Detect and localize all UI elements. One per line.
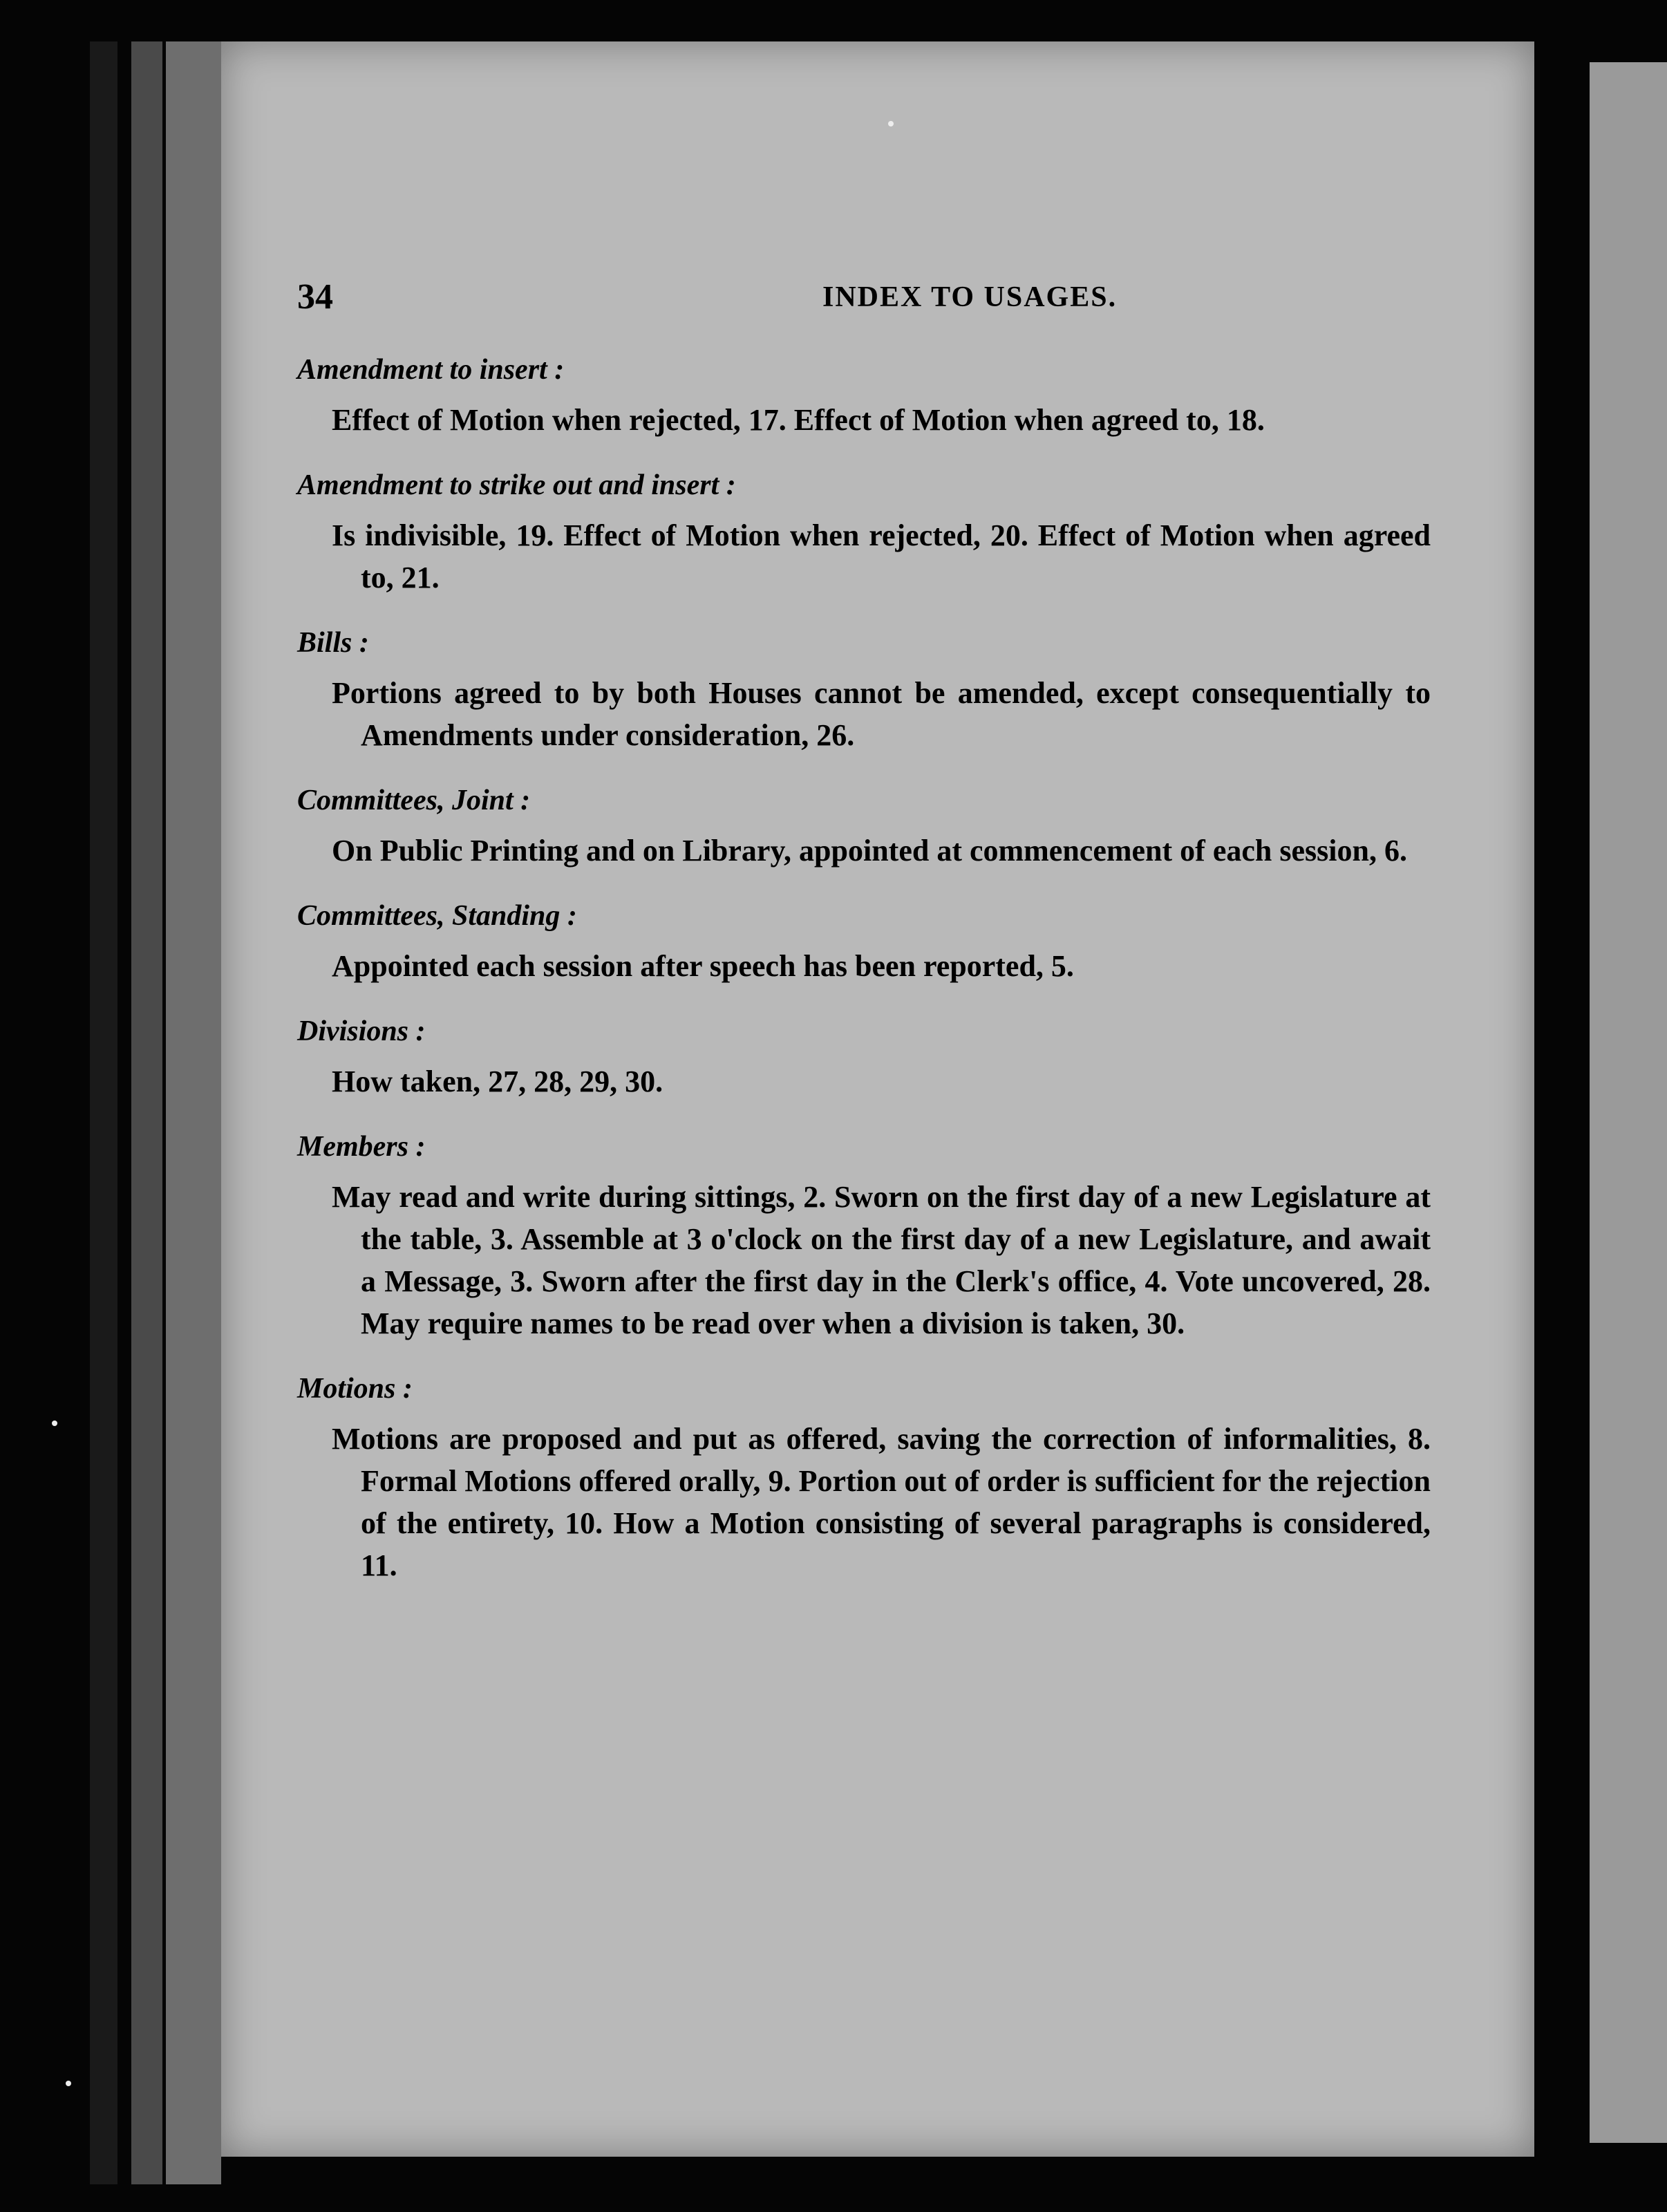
index-entry [297, 622, 1431, 756]
scan-speck [66, 2081, 71, 2086]
entry-text: Is indivisible, 19. Effect of Motion when rejected, 20. Effect of Motion when agreed to, 21. [332, 518, 1431, 594]
book-edge-light [166, 41, 221, 2184]
index-entry [297, 1368, 1431, 1586]
book-edge-dark [90, 41, 117, 2184]
running-title: INDEX TO USAGES. [822, 281, 1118, 313]
entry-text: Appointed each session after speech has been reported, 5. [332, 949, 1074, 983]
index-entry [297, 780, 1431, 872]
entry-text: Portions agreed to by both Houses cannot be amended, except consequentially to Amendments under consideration, 26. [332, 676, 1431, 752]
entry-text: Effect of Motion when rejected, 17. Effect of Motion when agreed to, 18. [332, 403, 1265, 437]
entry-heading: Bills : [297, 627, 369, 659]
index-entry [297, 349, 1431, 441]
entry-heading: Divisions : [297, 1015, 426, 1047]
facing-page-edge [1590, 62, 1667, 2143]
index-entries [297, 349, 1431, 1610]
entry-heading: Amendment to strike out and insert : [297, 469, 736, 501]
entry-heading: Motions : [297, 1373, 413, 1405]
index-entry [297, 1011, 1431, 1103]
index-entry [297, 1126, 1431, 1344]
book-edge-mid [131, 41, 162, 2184]
entry-text: On Public Printing and on Library, appointed at commencement of each session, 6. [332, 834, 1407, 868]
entry-heading: Committees, Standing : [297, 900, 577, 932]
entry-heading: Committees, Joint : [297, 785, 531, 816]
entry-text: How taken, 27, 28, 29, 30. [332, 1065, 663, 1098]
page-header [297, 276, 1438, 325]
entry-heading: Members : [297, 1131, 426, 1163]
entry-text: May read and write during sittings, 2. Sworn on the first day of a new Legislature at the table, 3. Assemble at 3 o'clock on the first day of a new Legislature, and await a Message, 3. Sworn after the first day in the Clerk's office, 4. Vote uncovered, 28. May require names to be read over when a division is taken, 30. [332, 1180, 1431, 1340]
index-entry [297, 465, 1431, 599]
index-entry [297, 895, 1431, 987]
page-number: 34 [297, 277, 333, 317]
entry-text: Motions are proposed and put as offered, saving the correction of informalities, 8. Formal Motions offered orally, 9. Portion out of order is sufficient for the rejection of the entirety, 10. How a Motion consisting of several paragraphs is considered, 11. [332, 1422, 1431, 1582]
scan-speck [888, 121, 894, 126]
entry-heading: Amendment to insert : [297, 354, 565, 386]
scan-speck [52, 1421, 57, 1426]
